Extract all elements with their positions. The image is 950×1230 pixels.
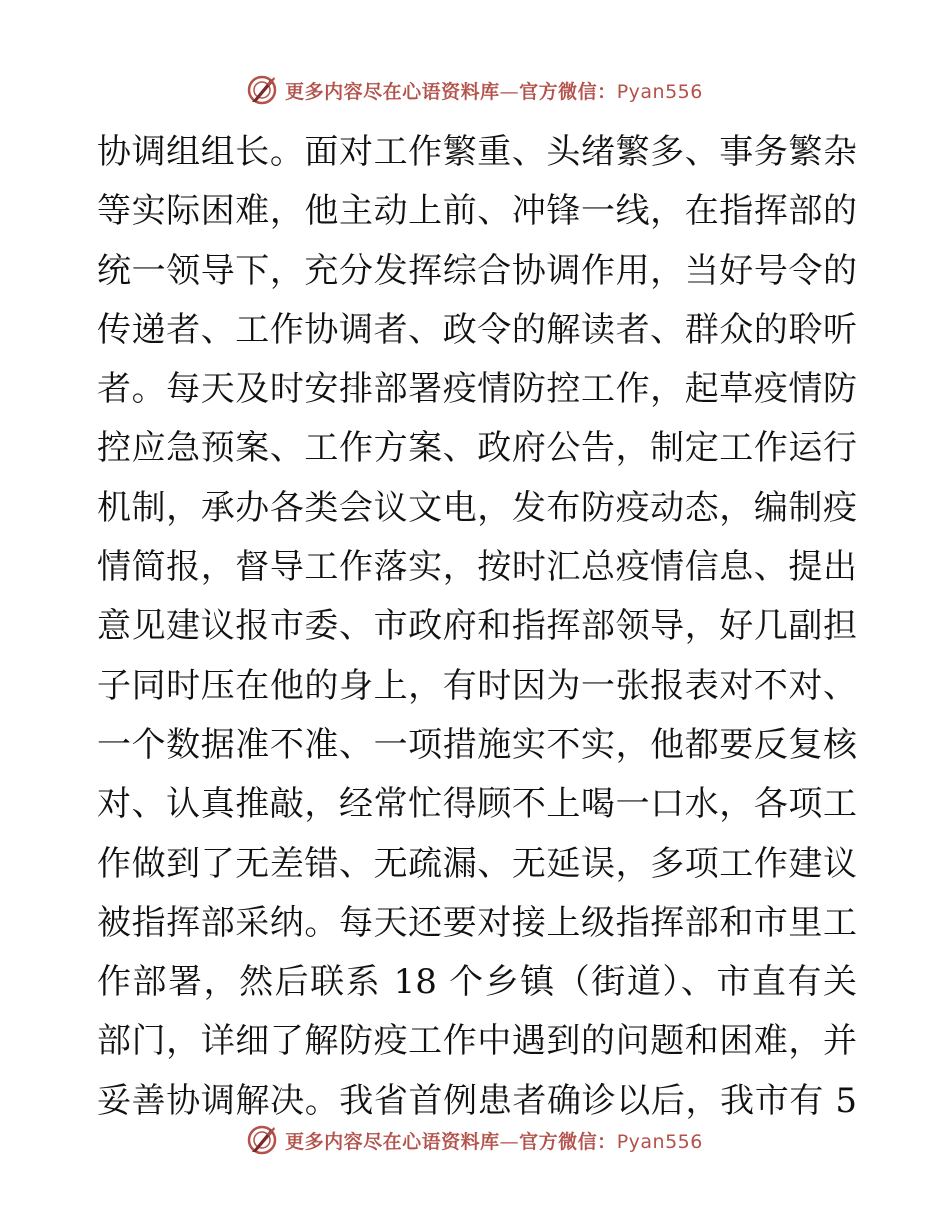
body-line: 情简报，督导工作落实，按时汇总疫情信息、提出 (97, 547, 857, 588)
body-line: 妥善协调解决。我省首例患者确诊以后，我市有 5 (97, 1080, 857, 1121)
body-line: 子同时压在他的身上，有时因为一张报表对不对、 (97, 665, 857, 706)
footer-wechat-label: 官方微信： (519, 1130, 617, 1153)
header-dash: — (499, 80, 520, 103)
body-line: 者。每天及时安排部署疫情防控工作，起草疫情防 (97, 369, 857, 410)
header-wechat-id: Pyan556 (616, 80, 703, 103)
footer-banner-text (285, 1127, 703, 1154)
footer-banner (0, 1120, 950, 1160)
body-line: 统一领导下，充分发挥综合协调作用，当好号令的 (97, 250, 857, 291)
quill-logo-icon (247, 1125, 277, 1155)
body-line: 意见建议报市委、市政府和指挥部领导，好几副担 (97, 606, 857, 647)
header-wechat-label: 官方微信： (519, 80, 617, 103)
body-line: 一个数据准不准、一项措施实不实，他都要反复核 (97, 724, 857, 765)
body-line: 被指挥部采纳。每天还要对接上级指挥部和市里工 (97, 902, 857, 943)
body-line: 控应急预案、工作方案、政府公告，制定工作运行 (97, 428, 857, 469)
body-line: 传递者、工作协调者、政令的解读者、群众的聆听 (97, 309, 857, 350)
header-banner (0, 70, 950, 110)
footer-wechat-id: Pyan556 (616, 1130, 703, 1153)
footer-slogan: 更多内容尽在心语资料库 (285, 1130, 500, 1153)
body-line: 作部署，然后联系 18 个乡镇（街道）、市直有关 (97, 962, 857, 1003)
header-slogan: 更多内容尽在心语资料库 (285, 80, 500, 103)
body-line: 作做到了无差错、无疏漏、无延误，多项工作建议 (97, 843, 857, 884)
footer-dash: — (499, 1130, 520, 1153)
body-line: 协调组组长。面对工作繁重、头绪繁多、事务繁杂 (97, 132, 857, 172)
body-line: 机制，承办各类会议文电，发布防疫动态，编制疫 (97, 487, 857, 528)
quill-logo-icon (247, 75, 277, 105)
header-banner-text (285, 77, 703, 104)
document-body (97, 123, 857, 1131)
body-line: 等实际困难，他主动上前、冲锋一线，在指挥部的 (97, 191, 857, 232)
body-line: 部门，详细了解防疫工作中遇到的问题和困难，并 (97, 1021, 857, 1062)
body-line: 对、认真推敲，经常忙得顾不上喝一口水，各项工 (97, 784, 857, 825)
